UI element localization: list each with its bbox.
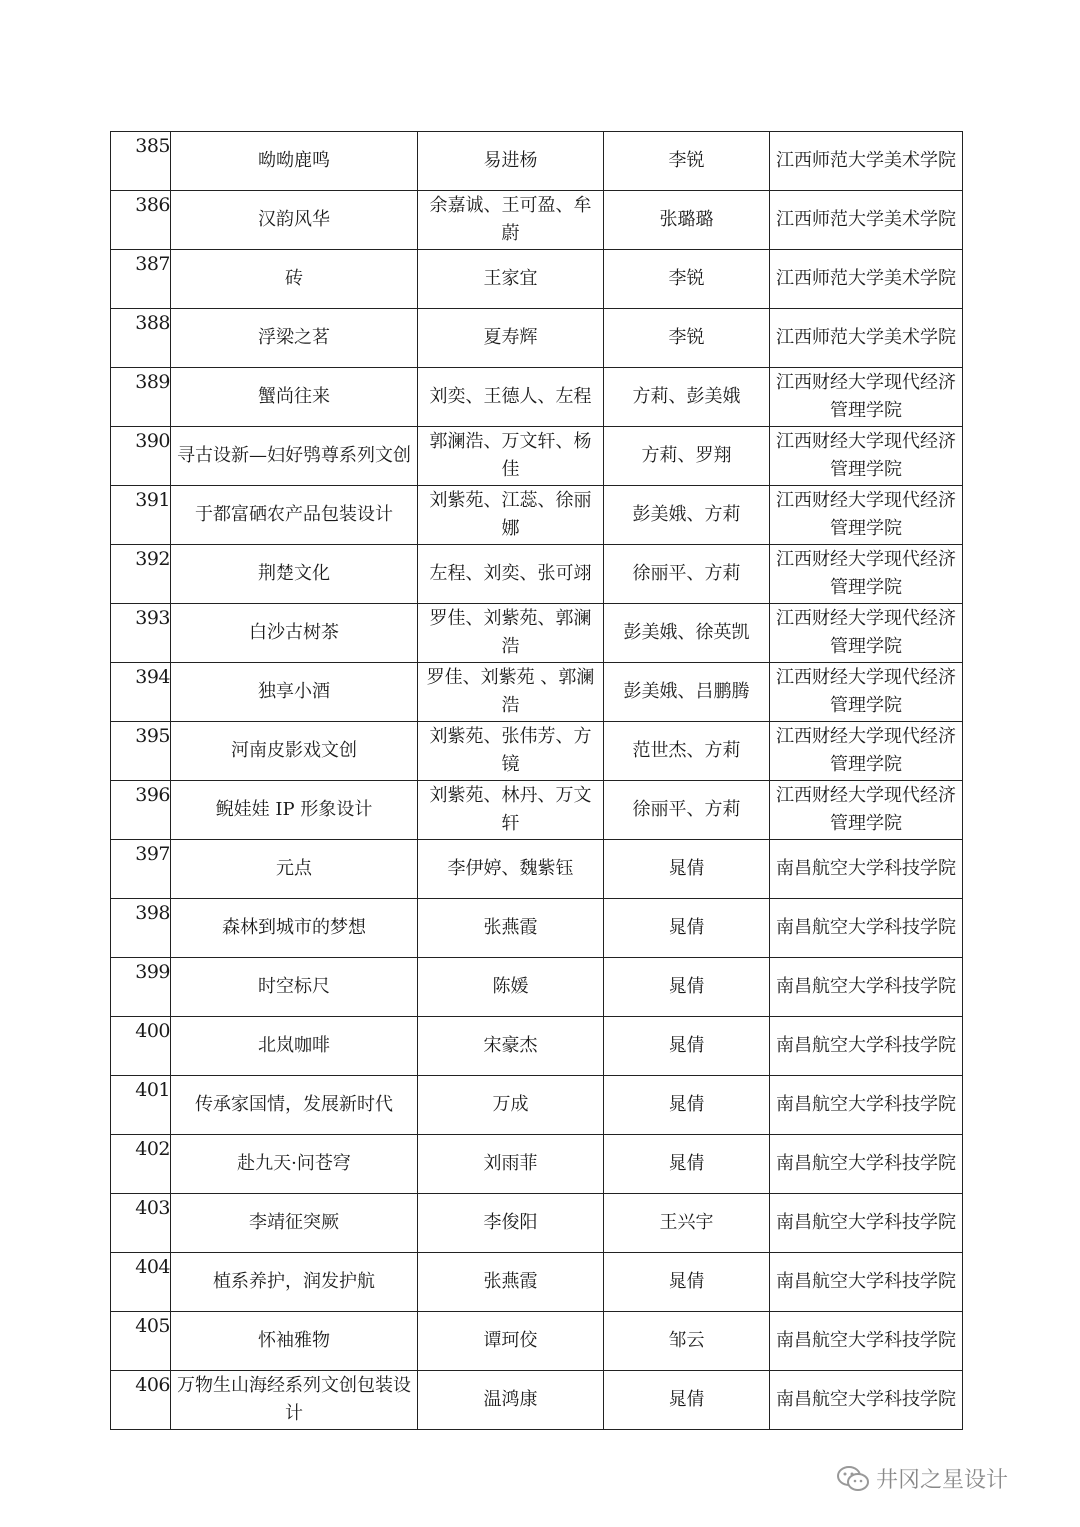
advisors: 晁倩 bbox=[604, 1135, 770, 1194]
row-number: 392 bbox=[111, 545, 171, 604]
table-row bbox=[111, 1135, 963, 1194]
school: 南昌航空大学科技学院 bbox=[770, 1194, 963, 1253]
row-number: 393 bbox=[111, 604, 171, 663]
table-row bbox=[111, 1017, 963, 1076]
authors: 张燕霞 bbox=[418, 899, 604, 958]
advisors: 王兴宇 bbox=[604, 1194, 770, 1253]
table-row bbox=[111, 132, 963, 191]
table-row bbox=[111, 250, 963, 309]
work-title: 元点 bbox=[171, 840, 418, 899]
row-number: 388 bbox=[111, 309, 171, 368]
authors: 罗佳、刘紫苑、郭澜浩 bbox=[418, 604, 604, 663]
authors: 易进杨 bbox=[418, 132, 604, 191]
work-title: 砖 bbox=[171, 250, 418, 309]
school: 南昌航空大学科技学院 bbox=[770, 1135, 963, 1194]
advisors: 晁倩 bbox=[604, 840, 770, 899]
row-number: 403 bbox=[111, 1194, 171, 1253]
table-row bbox=[111, 1076, 963, 1135]
row-number: 400 bbox=[111, 1017, 171, 1076]
table-row bbox=[111, 1194, 963, 1253]
work-title: 万物生山海经系列文创包装设计 bbox=[171, 1371, 418, 1430]
row-number: 395 bbox=[111, 722, 171, 781]
school: 南昌航空大学科技学院 bbox=[770, 1017, 963, 1076]
advisors: 方莉、罗翔 bbox=[604, 427, 770, 486]
work-title: 植系养护，润发护航 bbox=[171, 1253, 418, 1312]
advisors: 晁倩 bbox=[604, 958, 770, 1017]
watermark bbox=[836, 1463, 1008, 1494]
school: 江西师范大学美术学院 bbox=[770, 309, 963, 368]
row-number: 386 bbox=[111, 191, 171, 250]
work-title: 白沙古树茶 bbox=[171, 604, 418, 663]
school: 南昌航空大学科技学院 bbox=[770, 899, 963, 958]
table-body bbox=[111, 132, 963, 1430]
school: 江西财经大学现代经济管理学院 bbox=[770, 368, 963, 427]
table-row bbox=[111, 1253, 963, 1312]
row-number: 397 bbox=[111, 840, 171, 899]
authors: 刘雨菲 bbox=[418, 1135, 604, 1194]
row-number: 389 bbox=[111, 368, 171, 427]
row-number: 405 bbox=[111, 1312, 171, 1371]
authors: 李伊婷、魏紫钰 bbox=[418, 840, 604, 899]
row-number: 399 bbox=[111, 958, 171, 1017]
row-number: 387 bbox=[111, 250, 171, 309]
school: 南昌航空大学科技学院 bbox=[770, 1253, 963, 1312]
school: 江西财经大学现代经济管理学院 bbox=[770, 486, 963, 545]
row-number: 391 bbox=[111, 486, 171, 545]
authors: 刘奕、王德人、左程 bbox=[418, 368, 604, 427]
school: 江西财经大学现代经济管理学院 bbox=[770, 545, 963, 604]
work-title: 赴九天·问苍穹 bbox=[171, 1135, 418, 1194]
work-title: 浮梁之茗 bbox=[171, 309, 418, 368]
school: 南昌航空大学科技学院 bbox=[770, 1371, 963, 1430]
advisors: 李锐 bbox=[604, 250, 770, 309]
school: 江西师范大学美术学院 bbox=[770, 250, 963, 309]
advisors: 晁倩 bbox=[604, 1017, 770, 1076]
advisors: 晁倩 bbox=[604, 1076, 770, 1135]
advisors: 晁倩 bbox=[604, 1253, 770, 1312]
advisors: 彭美娥、方莉 bbox=[604, 486, 770, 545]
table-row bbox=[111, 1371, 963, 1430]
work-title: 怀袖雅物 bbox=[171, 1312, 418, 1371]
row-number: 385 bbox=[111, 132, 171, 191]
authors: 刘紫苑、江蕊、徐丽娜 bbox=[418, 486, 604, 545]
authors: 温鸿康 bbox=[418, 1371, 604, 1430]
row-number: 404 bbox=[111, 1253, 171, 1312]
table-row bbox=[111, 958, 963, 1017]
table-row bbox=[111, 427, 963, 486]
school: 南昌航空大学科技学院 bbox=[770, 1076, 963, 1135]
award-table bbox=[110, 131, 963, 1430]
table-row bbox=[111, 545, 963, 604]
row-number: 394 bbox=[111, 663, 171, 722]
school: 南昌航空大学科技学院 bbox=[770, 1312, 963, 1371]
school: 江西财经大学现代经济管理学院 bbox=[770, 781, 963, 840]
authors: 王家宜 bbox=[418, 250, 604, 309]
watermark-text: 井冈之星设计 bbox=[876, 1468, 1009, 1493]
advisors: 范世杰、方莉 bbox=[604, 722, 770, 781]
authors: 余嘉诚、王可盈、牟蔚 bbox=[418, 191, 604, 250]
table-row bbox=[111, 486, 963, 545]
authors: 陈媛 bbox=[418, 958, 604, 1017]
table-row bbox=[111, 604, 963, 663]
advisors: 邹云 bbox=[604, 1312, 770, 1371]
table-row bbox=[111, 1312, 963, 1371]
table-row bbox=[111, 191, 963, 250]
advisors: 李锐 bbox=[604, 132, 770, 191]
authors: 左程、刘奕、张可翊 bbox=[418, 545, 604, 604]
advisors: 晁倩 bbox=[604, 1371, 770, 1430]
table-row bbox=[111, 309, 963, 368]
authors: 张燕霞 bbox=[418, 1253, 604, 1312]
work-title: 独享小酒 bbox=[171, 663, 418, 722]
advisors: 彭美娥、徐英凯 bbox=[604, 604, 770, 663]
authors: 罗佳、刘紫苑 、郭澜浩 bbox=[418, 663, 604, 722]
work-title: 李靖征突厥 bbox=[171, 1194, 418, 1253]
authors: 李俊阳 bbox=[418, 1194, 604, 1253]
authors: 宋豪杰 bbox=[418, 1017, 604, 1076]
row-number: 396 bbox=[111, 781, 171, 840]
advisors: 李锐 bbox=[604, 309, 770, 368]
advisors: 彭美娥、吕鹏腾 bbox=[604, 663, 770, 722]
school: 江西财经大学现代经济管理学院 bbox=[770, 427, 963, 486]
advisors: 方莉、彭美娥 bbox=[604, 368, 770, 427]
authors: 郭澜浩、万文轩、杨佳 bbox=[418, 427, 604, 486]
row-number: 402 bbox=[111, 1135, 171, 1194]
table-row bbox=[111, 368, 963, 427]
school: 南昌航空大学科技学院 bbox=[770, 840, 963, 899]
table-row bbox=[111, 781, 963, 840]
school: 江西师范大学美术学院 bbox=[770, 132, 963, 191]
table-row bbox=[111, 840, 963, 899]
work-title: 汉韵风华 bbox=[171, 191, 418, 250]
work-title: 寻古设新—妇好鸮尊系列文创 bbox=[171, 427, 418, 486]
authors: 谭珂佼 bbox=[418, 1312, 604, 1371]
work-title: 鲵娃娃 IP 形象设计 bbox=[171, 781, 418, 840]
school: 南昌航空大学科技学院 bbox=[770, 958, 963, 1017]
advisors: 张璐璐 bbox=[604, 191, 770, 250]
work-title: 时空标尺 bbox=[171, 958, 418, 1017]
work-title: 北岚咖啡 bbox=[171, 1017, 418, 1076]
school: 江西财经大学现代经济管理学院 bbox=[770, 663, 963, 722]
work-title: 呦呦鹿鸣 bbox=[171, 132, 418, 191]
table-row bbox=[111, 899, 963, 958]
row-number: 406 bbox=[111, 1371, 171, 1430]
wechat-icon bbox=[836, 1465, 870, 1493]
authors: 万成 bbox=[418, 1076, 604, 1135]
authors: 刘紫苑、张伟芳、方镜 bbox=[418, 722, 604, 781]
work-title: 荆楚文化 bbox=[171, 545, 418, 604]
advisors: 晁倩 bbox=[604, 899, 770, 958]
advisors: 徐丽平、方莉 bbox=[604, 545, 770, 604]
work-title: 蟹尚往来 bbox=[171, 368, 418, 427]
advisors: 徐丽平、方莉 bbox=[604, 781, 770, 840]
table-row bbox=[111, 722, 963, 781]
school: 江西财经大学现代经济管理学院 bbox=[770, 604, 963, 663]
table-row bbox=[111, 663, 963, 722]
school: 江西师范大学美术学院 bbox=[770, 191, 963, 250]
authors: 刘紫苑、林丹、万文轩 bbox=[418, 781, 604, 840]
row-number: 398 bbox=[111, 899, 171, 958]
work-title: 于都富硒农产品包装设计 bbox=[171, 486, 418, 545]
work-title: 河南皮影戏文创 bbox=[171, 722, 418, 781]
work-title: 森林到城市的梦想 bbox=[171, 899, 418, 958]
row-number: 401 bbox=[111, 1076, 171, 1135]
school: 江西财经大学现代经济管理学院 bbox=[770, 722, 963, 781]
work-title: 传承家国情，发展新时代 bbox=[171, 1076, 418, 1135]
row-number: 390 bbox=[111, 427, 171, 486]
authors: 夏寿辉 bbox=[418, 309, 604, 368]
